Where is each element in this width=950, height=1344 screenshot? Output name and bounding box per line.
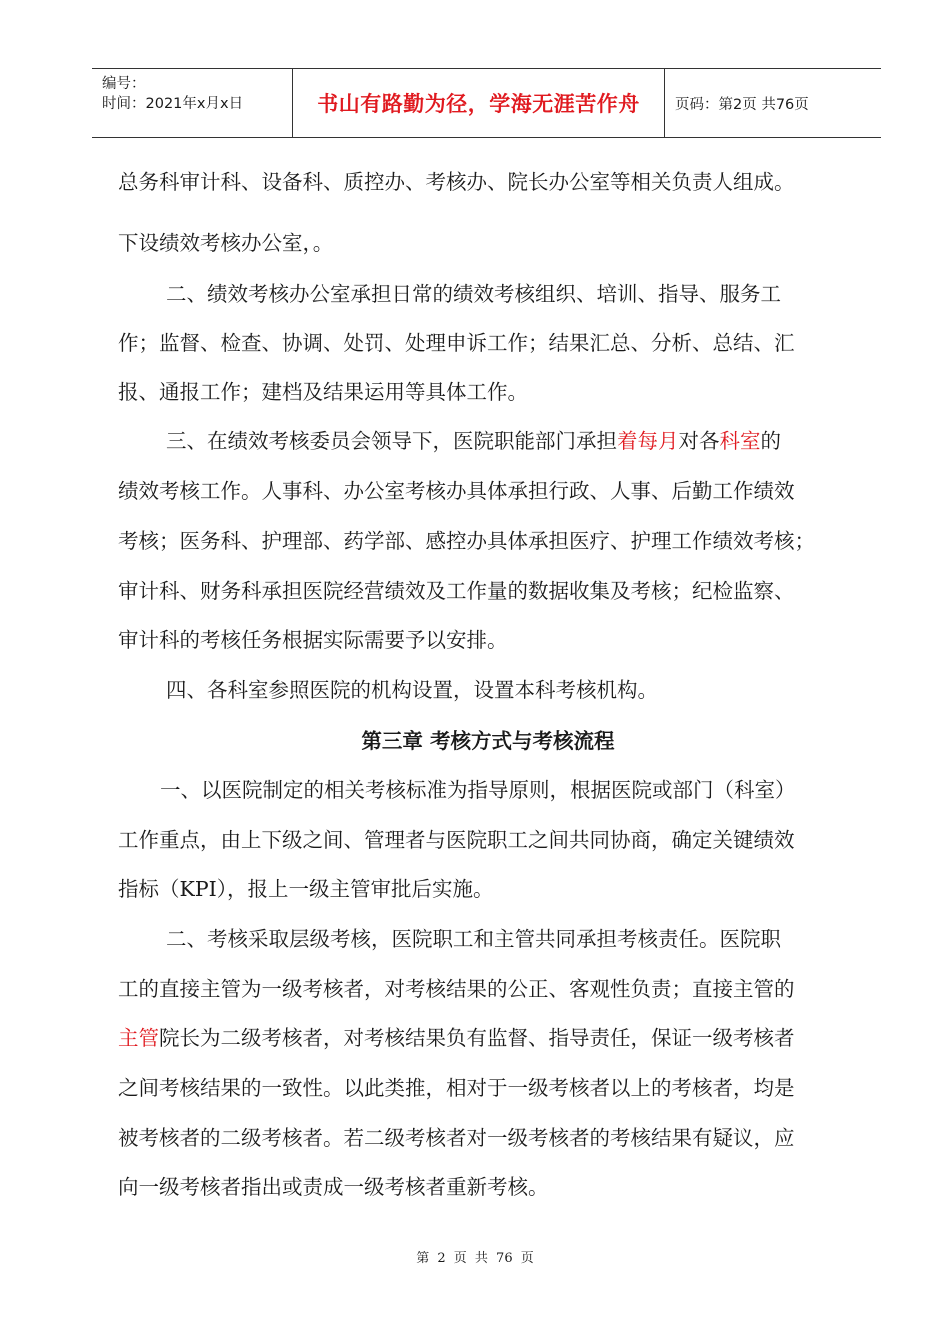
highlighted-text: 主管: [118, 1026, 159, 1050]
number-label: 编号：: [102, 76, 146, 92]
time-label: 时间：2021年x月x日: [102, 96, 244, 112]
page-footer: 第 2 页 共 76 页: [416, 1251, 534, 1266]
paragraph-line: 向一级考核者指出或责成一级考核者重新考核。: [118, 1175, 549, 1199]
paragraph-line: 之间考核结果的一致性。以此类推，相对于一级考核者以上的考核者，均是: [118, 1076, 795, 1100]
paragraph-line: 二、绩效考核办公室承担日常的绩效考核组织、培训、指导、服务工: [166, 282, 781, 306]
header-page-label: 页码：第2页 共76页: [675, 96, 809, 113]
text-run: 院长为二级考核者，对考核结果负有监督、指导责任，保证一级考核者: [159, 1026, 795, 1050]
paragraph-line: 审计科的考核任务根据实际需要予以安排。: [118, 628, 508, 652]
header-motto-cell: [293, 69, 665, 137]
highlighted-text: 科室: [719, 429, 761, 453]
paragraph-line: 下设绩效考核办公室，。: [118, 231, 334, 255]
paragraph-line: [118, 1026, 795, 1050]
header-motto: 书山有路勤为径，学海无涯苦作舟: [317, 92, 640, 116]
paragraph-line: 指标（KPI），报上一级主管审批后实施。: [118, 877, 494, 901]
paragraph-line: 工的直接主管为一级考核者，对考核结果的公正、客观性负责；直接主管的: [118, 977, 795, 1001]
document-header: [92, 68, 881, 138]
text-run: 的: [760, 429, 781, 453]
chapter-heading: 第三章 考核方式与考核流程: [361, 729, 615, 753]
paragraph-line: 考核；医务科、护理部、药学部、感控办具体承担医疗、护理工作绩效考核；: [118, 529, 815, 553]
text-run: 三、在绩效考核委员会领导下，医院职能部门承担: [166, 429, 617, 453]
paragraph-line: 四、各科室参照医院的机构设置，设置本科考核机构。: [166, 678, 658, 702]
paragraph-line: 工作重点，由上下级之间、管理者与医院职工之间共同协商，确定关键绩效: [118, 828, 795, 852]
highlighted-text: 着每月: [617, 429, 679, 453]
header-meta: [92, 69, 293, 137]
paragraph-line: 被考核者的二级考核者。若二级考核者对一级考核者的考核结果有疑议，应: [118, 1126, 795, 1150]
header-page-cell: [665, 69, 881, 137]
paragraph-line: 报、通报工作；建档及结果运用等具体工作。: [118, 380, 528, 404]
paragraph-line: 二、考核采取层级考核，医院职工和主管共同承担考核责任。医院职: [166, 927, 781, 951]
paragraph-line: [166, 429, 781, 453]
text-run: 对各: [678, 429, 720, 453]
paragraph-line: 一、以医院制定的相关考核标准为指导原则，根据医院或部门（科室）: [160, 778, 796, 802]
paragraph-line: 作；监督、检查、协调、处罚、处理申诉工作；结果汇总、分析、总结、汇: [118, 331, 795, 355]
paragraph-line: 绩效考核工作。人事科、办公室考核办具体承担行政、人事、后勤工作绩效: [118, 479, 795, 503]
paragraph-line: 总务科审计科、设备科、质控办、考核办、院长办公室等相关负责人组成。: [118, 170, 795, 194]
paragraph-line: 审计科、财务科承担医院经营绩效及工作量的数据收集及考核；纪检监察、: [118, 579, 795, 603]
